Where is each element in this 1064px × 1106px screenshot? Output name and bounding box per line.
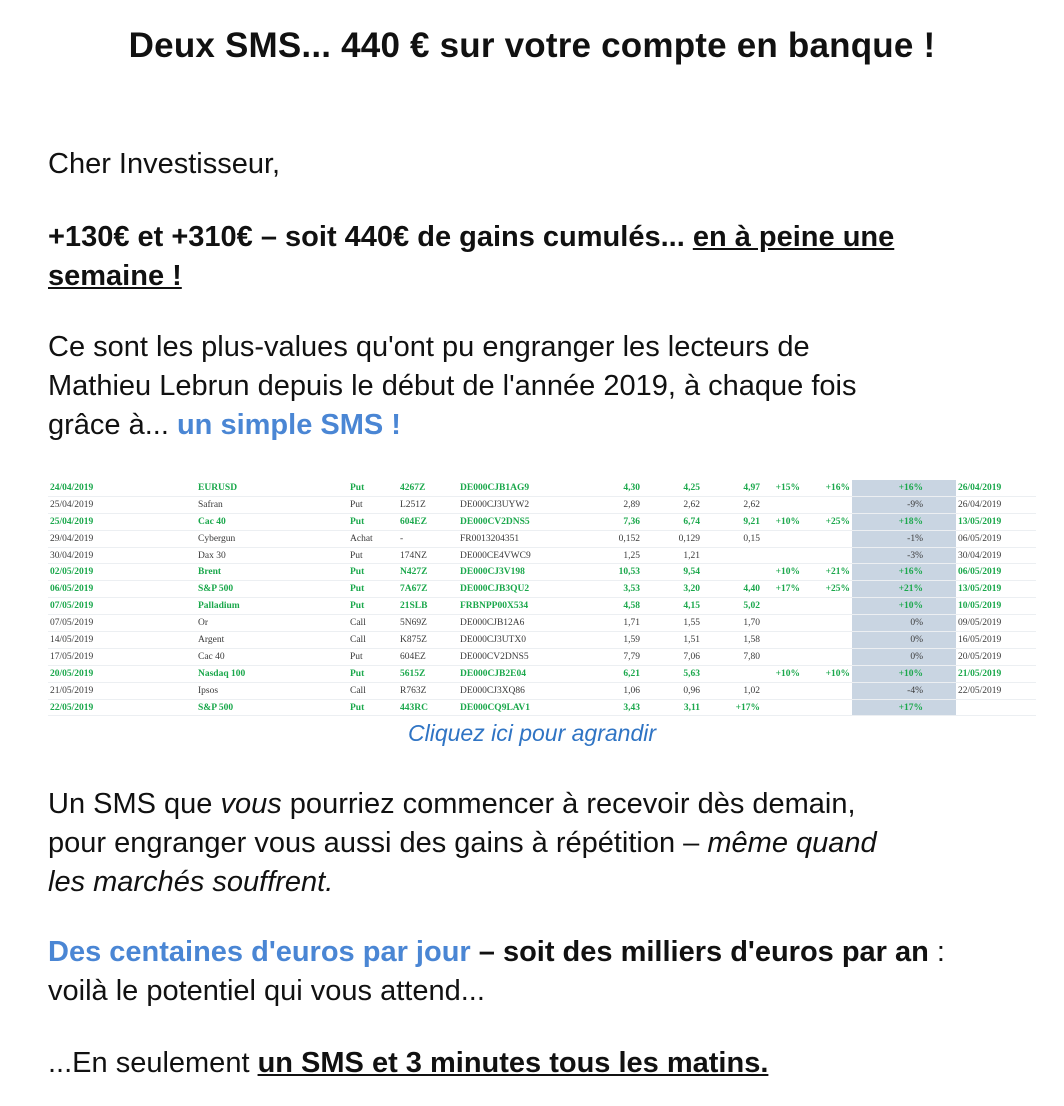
cell-sell: 1,02	[702, 682, 762, 699]
cell-g2	[802, 699, 852, 716]
cell-code: 604EZ	[398, 648, 458, 665]
cell-spacer	[926, 598, 956, 615]
cell-code: 443RC	[398, 699, 458, 716]
cell-sell: 1,70	[702, 615, 762, 632]
cell-asset: Argent	[196, 632, 348, 649]
cell-buy: 2,89	[578, 496, 642, 513]
cell-g2	[802, 682, 852, 699]
cell-sell	[702, 547, 762, 564]
cell-mid: 3,20	[642, 581, 702, 598]
cell-type: Achat	[348, 530, 398, 547]
cell-mid: 1,55	[642, 615, 702, 632]
cell-result: -9%	[852, 496, 926, 513]
cell-mid: 0,96	[642, 682, 702, 699]
table-row	[48, 581, 1036, 598]
cell-buy: 1,25	[578, 547, 642, 564]
cell-type: Put	[348, 699, 398, 716]
cell-code: 7A67Z	[398, 581, 458, 598]
cell-mid: 0,129	[642, 530, 702, 547]
cell-mid: 1,21	[642, 547, 702, 564]
cell-sell: 2,62	[702, 496, 762, 513]
cell-date: 02/05/2019	[48, 564, 196, 581]
cell-isin: DE000CJB12A6	[458, 615, 578, 632]
cell-date: 24/04/2019	[48, 480, 196, 496]
cell-result: -4%	[852, 682, 926, 699]
cell-buy: 3,43	[578, 699, 642, 716]
cell-date: 17/05/2019	[48, 648, 196, 665]
cell-close: 09/05/2019	[956, 615, 1036, 632]
cell-mid: 5,63	[642, 665, 702, 682]
cell-buy: 7,36	[578, 513, 642, 530]
cell-close: 13/05/2019	[956, 581, 1036, 598]
cell-g1	[762, 615, 802, 632]
cell-buy: 4,30	[578, 480, 642, 496]
cell-code: 5615Z	[398, 665, 458, 682]
cell-type: Call	[348, 682, 398, 699]
closing-link[interactable]: un SMS et 3 minutes tous les matins.	[257, 1047, 769, 1079]
closing-paragraph	[48, 1044, 1038, 1083]
table-row	[48, 598, 1036, 615]
cell-asset: Nasdaq 100	[196, 665, 348, 682]
cell-asset: Cac 40	[196, 513, 348, 530]
cell-asset: S&P 500	[196, 581, 348, 598]
cell-isin: DE000CJ3XQ86	[458, 682, 578, 699]
cell-spacer	[926, 564, 956, 581]
cell-result: +16%	[852, 480, 926, 496]
page-title: Deux SMS... 440 € sur votre compte en banque !	[128, 26, 936, 65]
cell-sell: 9,21	[702, 513, 762, 530]
cell-buy: 3,53	[578, 581, 642, 598]
cell-date: 25/04/2019	[48, 496, 196, 513]
cell-spacer	[926, 480, 956, 496]
sms-line-1b: pourriez commencer à recevoir dès demain,	[281, 788, 856, 820]
table-row	[48, 615, 1036, 632]
table-row	[48, 513, 1036, 530]
cell-asset: S&P 500	[196, 699, 348, 716]
sms-line-2a: pour engranger vous aussi des gains à répétition –	[48, 827, 708, 859]
cell-g2	[802, 632, 852, 649]
cell-code: R763Z	[398, 682, 458, 699]
cell-g2: +25%	[802, 513, 852, 530]
cell-spacer	[926, 615, 956, 632]
cell-g2	[802, 615, 852, 632]
cell-isin: DE000CJB1AG9	[458, 480, 578, 496]
cell-code: 4267Z	[398, 480, 458, 496]
cell-isin: DE000CJB3QU2	[458, 581, 578, 598]
cell-buy: 6,21	[578, 665, 642, 682]
cell-asset: Dax 30	[196, 547, 348, 564]
sms-line-3-italic: les marchés souffrent.	[48, 866, 334, 898]
cell-isin: DE000CQ9LAV1	[458, 699, 578, 716]
cell-spacer	[926, 632, 956, 649]
cell-asset: Cybergun	[196, 530, 348, 547]
cell-g1: +10%	[762, 513, 802, 530]
cell-g2: +25%	[802, 581, 852, 598]
cell-buy: 1,06	[578, 682, 642, 699]
cell-type: Put	[348, 665, 398, 682]
cell-result: +21%	[852, 581, 926, 598]
table-row	[48, 496, 1036, 513]
cell-buy: 0,152	[578, 530, 642, 547]
cell-asset: Safran	[196, 496, 348, 513]
cell-close: 22/05/2019	[956, 682, 1036, 699]
cell-asset: Brent	[196, 564, 348, 581]
cell-buy: 1,59	[578, 632, 642, 649]
cell-date: 21/05/2019	[48, 682, 196, 699]
cell-mid: 3,11	[642, 699, 702, 716]
cell-g1	[762, 496, 802, 513]
cell-isin: DE000CV2DNS5	[458, 648, 578, 665]
table-row	[48, 665, 1036, 682]
cell-close	[956, 699, 1036, 716]
cell-mid: 2,62	[642, 496, 702, 513]
cell-sell: 1,58	[702, 632, 762, 649]
cell-g2: +16%	[802, 480, 852, 496]
cell-g2: +21%	[802, 564, 852, 581]
cell-date: 14/05/2019	[48, 632, 196, 649]
cell-spacer	[926, 547, 956, 564]
cell-mid: 6,74	[642, 513, 702, 530]
cell-close: 06/05/2019	[956, 530, 1036, 547]
cell-buy: 4,58	[578, 598, 642, 615]
cell-mid: 7,06	[642, 648, 702, 665]
cell-date: 20/05/2019	[48, 665, 196, 682]
potential-bold: – soit des milliers d'euros par an	[470, 936, 929, 968]
cell-buy: 7,79	[578, 648, 642, 665]
cell-type: Call	[348, 615, 398, 632]
cell-close: 13/05/2019	[956, 513, 1036, 530]
cell-isin: DE000CE4VWC9	[458, 547, 578, 564]
cell-sell	[702, 665, 762, 682]
potential-paragraph	[48, 933, 1038, 1011]
cell-sell: 4,40	[702, 581, 762, 598]
cell-asset: Ipsos	[196, 682, 348, 699]
table-row	[48, 682, 1036, 699]
potential-highlight: Des centaines d'euros par jour	[48, 936, 471, 968]
cell-date: 07/05/2019	[48, 615, 196, 632]
cell-code: 21SLB	[398, 598, 458, 615]
cell-type: Put	[348, 564, 398, 581]
cell-asset: EURUSD	[196, 480, 348, 496]
cell-g1: +15%	[762, 480, 802, 496]
cell-type: Call	[348, 632, 398, 649]
cell-date: 22/05/2019	[48, 699, 196, 716]
cell-buy: 1,71	[578, 615, 642, 632]
intro-line-3: grâce à...	[48, 409, 177, 441]
headline-text: +130€ et +310€ – soit 440€ de gains cumulés...	[48, 221, 693, 253]
cell-g1	[762, 598, 802, 615]
cell-g1	[762, 632, 802, 649]
cell-asset: Cac 40	[196, 648, 348, 665]
cell-result: +10%	[852, 598, 926, 615]
cell-close: 26/04/2019	[956, 496, 1036, 513]
cell-spacer	[926, 699, 956, 716]
cell-spacer	[926, 530, 956, 547]
cell-type: Put	[348, 480, 398, 496]
intro-line-2: Mathieu Lebrun depuis le début de l'année 2019, à chaque fois	[48, 370, 857, 402]
cell-type: Put	[348, 581, 398, 598]
cell-result: 0%	[852, 615, 926, 632]
cell-isin: DE000CJB2E04	[458, 665, 578, 682]
cell-g2	[802, 496, 852, 513]
table-row	[48, 699, 1036, 716]
cell-date: 29/04/2019	[48, 530, 196, 547]
cell-mid: 1,51	[642, 632, 702, 649]
table-row	[48, 530, 1036, 547]
cell-sell: 7,80	[702, 648, 762, 665]
cell-date: 07/05/2019	[48, 598, 196, 615]
cell-mid: 9,54	[642, 564, 702, 581]
cell-sell: +17%	[702, 699, 762, 716]
headline	[48, 218, 1038, 296]
intro-paragraph	[48, 328, 1038, 445]
cell-result: 0%	[852, 648, 926, 665]
greeting: Cher Investisseur,	[48, 148, 281, 180]
cell-close: 06/05/2019	[956, 564, 1036, 581]
cell-code: L251Z	[398, 496, 458, 513]
potential-rest: :	[928, 936, 945, 968]
trades-table[interactable]	[48, 480, 1036, 716]
cell-sell: 5,02	[702, 598, 762, 615]
cell-close: 16/05/2019	[956, 632, 1036, 649]
cell-code: K875Z	[398, 632, 458, 649]
cell-sell	[702, 564, 762, 581]
cell-isin: DE000CV2DNS5	[458, 513, 578, 530]
cell-g2	[802, 530, 852, 547]
cell-type: Put	[348, 598, 398, 615]
sms-line-2-italic: même quand	[707, 827, 877, 859]
cell-g1	[762, 547, 802, 564]
table-row	[48, 547, 1036, 564]
cell-g2	[802, 547, 852, 564]
cell-type: Put	[348, 496, 398, 513]
cell-spacer	[926, 665, 956, 682]
cell-g1: +10%	[762, 665, 802, 682]
cell-mid: 4,15	[642, 598, 702, 615]
intro-line-1: Ce sont les plus-values qu'ont pu engranger les lecteurs de	[48, 331, 810, 363]
cell-code: 174NZ	[398, 547, 458, 564]
headline-link-part2[interactable]: semaine !	[48, 260, 182, 292]
cell-g2: +10%	[802, 665, 852, 682]
cell-g2	[802, 598, 852, 615]
cell-asset: Or	[196, 615, 348, 632]
sms-line-1-italic: vous	[220, 788, 282, 820]
potential-line-2: voilà le potentiel qui vous attend...	[48, 975, 485, 1007]
cell-date: 30/04/2019	[48, 547, 196, 564]
cell-g1	[762, 682, 802, 699]
cell-isin: DE000CJ3V198	[458, 564, 578, 581]
cell-spacer	[926, 496, 956, 513]
intro-highlight: un simple SMS !	[176, 409, 401, 441]
cell-close: 20/05/2019	[956, 648, 1036, 665]
cell-code: N427Z	[398, 564, 458, 581]
cell-g1	[762, 699, 802, 716]
cell-isin: FR0013204351	[458, 530, 578, 547]
cell-close: 21/05/2019	[956, 665, 1036, 682]
cell-date: 25/04/2019	[48, 513, 196, 530]
cell-g1	[762, 530, 802, 547]
cell-code: -	[398, 530, 458, 547]
table-row	[48, 632, 1036, 649]
cell-close: 10/05/2019	[956, 598, 1036, 615]
cell-g2	[802, 648, 852, 665]
cell-close: 30/04/2019	[956, 547, 1036, 564]
cell-result: +18%	[852, 513, 926, 530]
cell-type: Put	[348, 513, 398, 530]
cell-spacer	[926, 648, 956, 665]
cell-code: 604EZ	[398, 513, 458, 530]
cell-code: 5N69Z	[398, 615, 458, 632]
cell-spacer	[926, 581, 956, 598]
cell-g1: +10%	[762, 564, 802, 581]
sms-line-1a: Un SMS que	[48, 788, 221, 820]
cell-g1	[762, 648, 802, 665]
cell-date: 06/05/2019	[48, 581, 196, 598]
cell-spacer	[926, 513, 956, 530]
sms-paragraph	[48, 785, 1038, 902]
cell-result: -3%	[852, 547, 926, 564]
cell-isin: FRBNPP00X534	[458, 598, 578, 615]
cell-sell: 4,97	[702, 480, 762, 496]
cell-result: +16%	[852, 564, 926, 581]
enlarge-link[interactable]: Cliquez ici pour agrandir	[407, 720, 656, 746]
cell-mid: 4,25	[642, 480, 702, 496]
cell-result: +10%	[852, 665, 926, 682]
cell-isin: DE000CJ3UTX0	[458, 632, 578, 649]
cell-g1: +17%	[762, 581, 802, 598]
cell-isin: DE000CJ3UYW2	[458, 496, 578, 513]
cell-sell: 0,15	[702, 530, 762, 547]
cell-type: Put	[348, 648, 398, 665]
cell-result: +17%	[852, 699, 926, 716]
cell-buy: 10,53	[578, 564, 642, 581]
table-row	[48, 480, 1036, 496]
cell-asset: Palladium	[196, 598, 348, 615]
table-row	[48, 564, 1036, 581]
cell-result: 0%	[852, 632, 926, 649]
cell-result: -1%	[852, 530, 926, 547]
closing-prefix: ...En seulement	[48, 1047, 258, 1079]
cell-close: 26/04/2019	[956, 480, 1036, 496]
trades-table-image[interactable]	[48, 480, 1036, 714]
cell-type: Put	[348, 547, 398, 564]
cell-spacer	[926, 682, 956, 699]
headline-link-part1[interactable]: en à peine une	[692, 221, 895, 253]
table-row	[48, 648, 1036, 665]
